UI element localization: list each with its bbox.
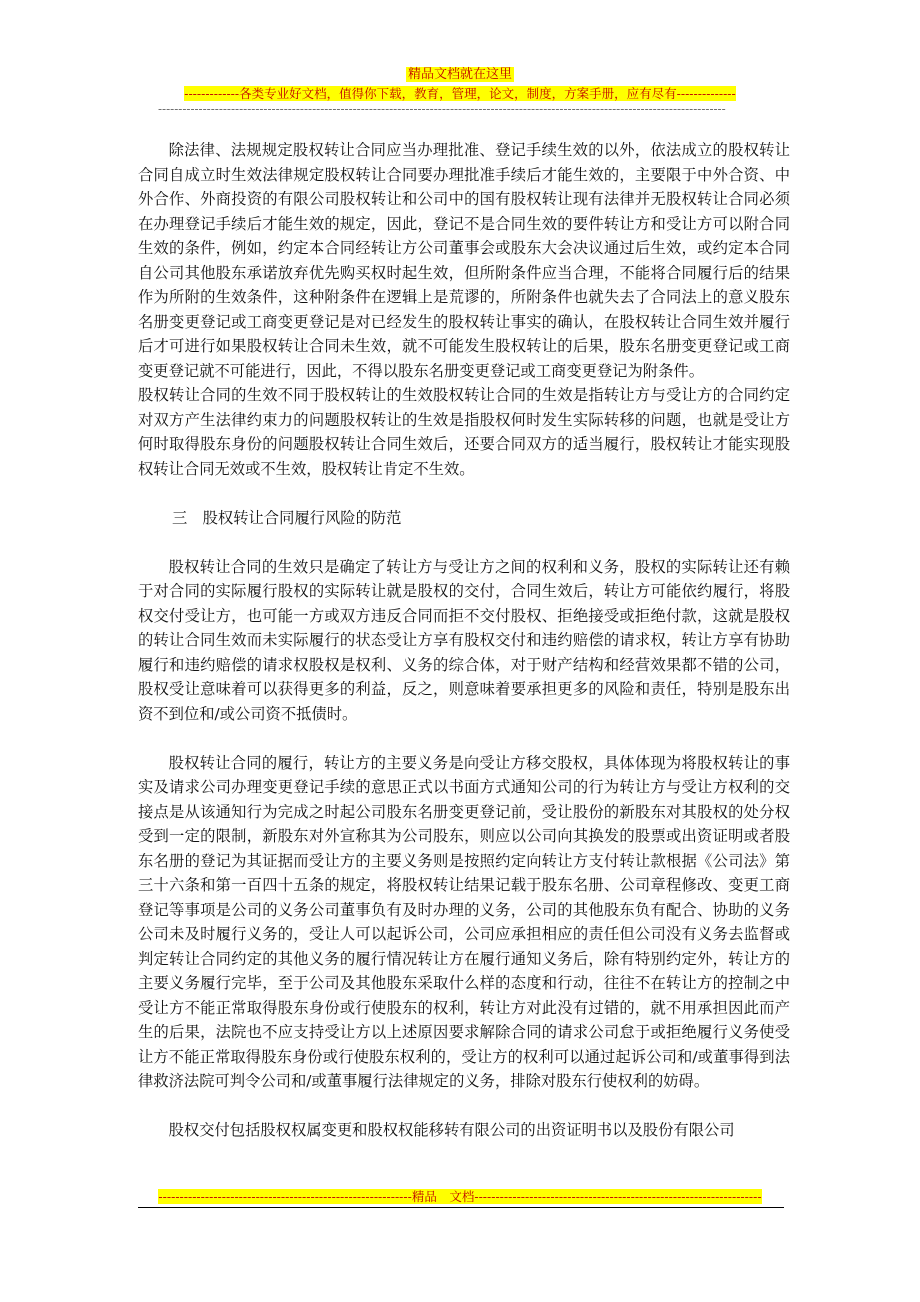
paragraph-5: 股权交付包括股权权属变更和股权权能移转有限公司的出资证明书以及股份有限公司 bbox=[168, 1121, 735, 1139]
footer-rule bbox=[138, 1207, 784, 1208]
section-heading: 三 股权转让合同履行风险的防范 bbox=[172, 508, 402, 527]
footer-banner: ------------------------------------------------------------精品 文档-------------------------------------------------------------------- bbox=[158, 1189, 762, 1204]
header-divider: -------------------------------------------------------------------------------------------------------------------------------------------- bbox=[158, 103, 726, 115]
header-title: 精品文档就在这里 bbox=[407, 67, 512, 82]
document-body bbox=[138, 138, 790, 1143]
paragraph-2: 股权转让合同的生效不同于股权转让的生效股权转让合同的生效是指转让方与受让方的合同约定对双方产生法律约束力的问题股权转让的生效是指股权何时发生实际转移的问题，也就是受让方何时取得股东身份的问题股权转让合同生效后，还要合同双方的适当履行，股权转让才能实现股权转让合同无效或不生效，股权转让肯定不生效。 bbox=[138, 386, 790, 478]
paragraph-1: 除法律、法规规定股权转让合同应当办理批准、登记手续生效的以外，依法成立的股权转让合同自成立时生效法律规定股权转让合同要办理批准手续后才能生效的，主要限于中外合资、中外合作、外商投资的有限公司股权转让和公司中的国有股权转让现有法律并无股权转让合同必须在办理登记手续后才能生效的规定，因此，登记不是合同生效的要件转让方和受让方可以附合同生效的条件，例如，约定本合同经转让方公司董事会或股东大会决议通过后生效，或约定本合同自公司其他股东承诺放弃优先购买权时起生效，但所附条件应当合理，不能将合同履行后的结果作为所附的生效条件，这种附条件在逻辑上是荒谬的，所附条件也就失去了合同法上的意义股东名册变更登记或工商变更登记是对已经发生的股权转让事实的确认，在股权转让合同生效并履行后才可进行如果股权转让合同未生效，就不可能发生股权转让的后果，股东名册变更登记或工商变更登记就不可能进行，因此，不得以股东名册变更登记或工商变更登记为附条件。 bbox=[138, 141, 790, 380]
paragraph-4: 股权转让合同的履行，转让方的主要义务是向受让方移交股权，具体体现为将股权转让的事实及请求公司办理变更登记手续的意思正式以书面方式通知公司的行为转让方与受让方权利的交接点是从该通知行为完成之时起公司股东名册变更登记前，受让股份的新股东对其股权的处分权受到一定的限制，新股东对外宣称其为公司股东，则应以公司向其换发的股票或出资证明或者股东名册的登记为其证据而受让方的主要义务则是按照约定向转让方支付转让款根据《公司法》第三十六条和第一百四十五条的规定，将股权转让结果记载于股东名册、公司章程修改、变更工商登记等事项是公司的义务公司董事负有及时办理的义务，公司的其他股东负有配合、协助的义务公司未及时履行义务的，受让人可以起诉公司，公司应承担相应的责任但公司没有义务去监督或判定转让合同约定的其他义务的履行情况转让方在履行通知义务后，除有特别约定外，转让方的主要义务履行完毕，至于公司及其他股东采取什么样的态度和行动，往往不在转让方的控制之中受让方不能正常取得股东身份或行使股东的权利，转让方对此没有过错的，就不用承担因此而产生的后果，法院也不应支持受让方以上述原因要求解除合同的请求公司怠于或拒绝履行义务使受让方不能正常取得股东身份或行使股东权利的，受让方的权利可以通过起诉公司和/或董事得到法律救济法院可判令公司和/或董事履行法律规定的义务，排除对股东行使权利的妨碍。 bbox=[138, 753, 790, 1090]
paragraph-3: 股权转让合同的生效只是确定了转让方与受让方之间的权利和义务，股权的实际转让还有赖于对合同的实际履行股权的实际转让就是股权的交付，合同生效后，转让方可能依约履行，将股权交付受让方，也可能一方或双方违反合同而拒不交付股权、拒绝接受或拒绝付款，这就是股权的转让合同生效而未实际履行的状态受让方享有股权交付和违约赔偿的请求权，转让方享有协助履行和违约赔偿的请求权股权是权利、义务的综合体，对于财产结构和经营效果都不错的公司，股权受让意味着可以获得更多的利益，反之，则意味着要承担更多的风险和责任，特别是股东出资不到位和/或公司资不抵债时。 bbox=[138, 557, 790, 723]
header-tagline: -------------各类专业好文档，值得你下载，教育，管理，论文，制度，方案手册，应有尽有-------------- bbox=[184, 86, 736, 101]
